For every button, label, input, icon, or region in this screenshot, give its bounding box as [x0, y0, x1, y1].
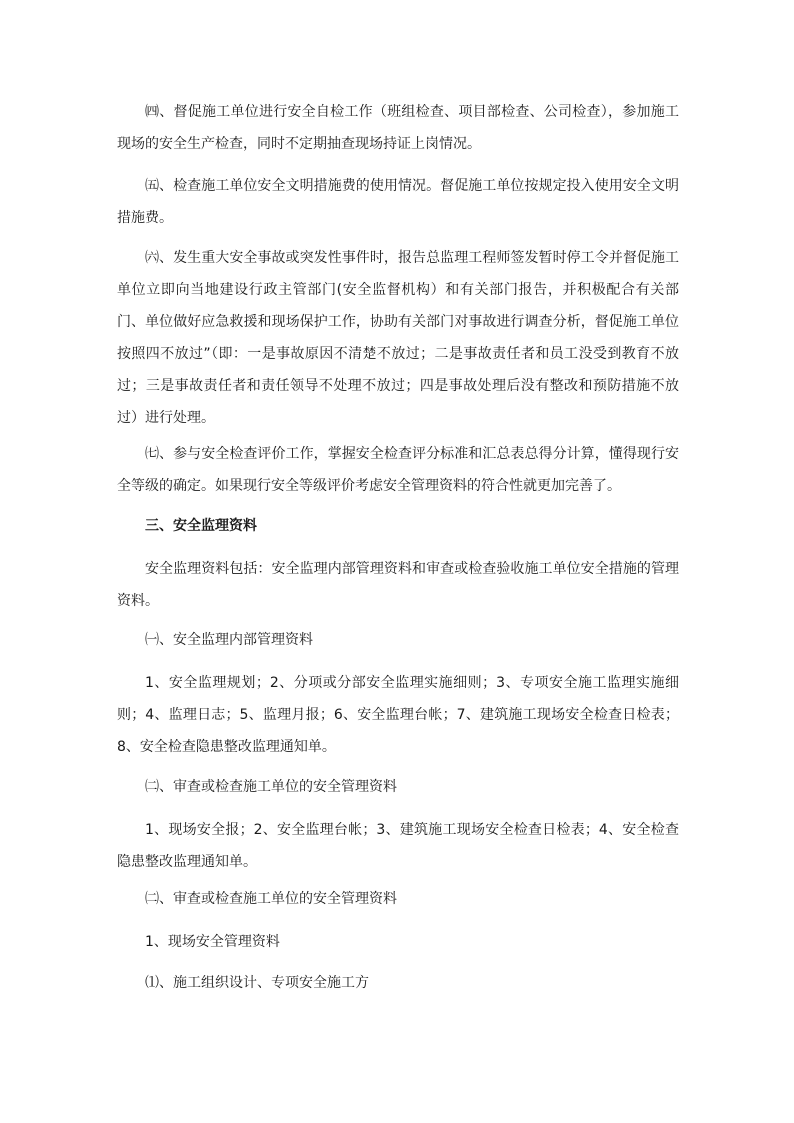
- subheading-review-contractor-documents-repeat: ㈡、审查或检查施工单位的安全管理资料: [145, 891, 397, 907]
- paragraph-contractor-documents-list: 1、现场安全报；2、安全监理台帐；3、建筑施工现场安全检查日检表；4、安全检查隐患整改监理通知单。: [117, 822, 679, 870]
- subheading-site-safety-management-documents: 1、现场安全管理资料: [145, 934, 280, 950]
- list-item-construction-organization-design: ⑴、施工组织设计、专项安全施工方: [145, 975, 369, 991]
- paragraph-documents-include: 安全监理资料包括：安全监理内部管理资料和审查或检查验收施工单位安全措施的管理资料。: [117, 561, 679, 609]
- paragraph-major-accident-report: ㈥、发生重大安全事故或突发性事件时，报告总监理工程师签发暂时停工令并督促施工单位立即向当地建设行政主管部门(安全监督机构）和有关部门报告，并积极配合有关部门、单位做好应急救援和现场保护工作，协助有关部门对事故进行调查分析，督促施工单位按照四不放过”（即：一是事故原因不清楚不放过；二是事故责任者和员工没受到教育不放过；三是事故责任者和责任领导不处理不放过；四是事故处理后没有整改和预防措施不放过）进行处理。: [117, 250, 679, 426]
- subheading-review-contractor-documents: ㈡、审查或检查施工单位的安全管理资料: [145, 779, 397, 795]
- paragraph-internal-documents-list: 1、安全监理规划；2、分项或分部安全监理实施细则；3、专项安全施工监理实施细则；4、监理日志；5、监理月报；6、安全监理台帐；7、建筑施工现场安全检查日检表；8、安全检查隐患整改监理通知单。: [117, 675, 679, 755]
- section-heading-safety-supervision-documents: 三、安全监理资料: [145, 518, 257, 534]
- subheading-internal-management-documents: ㈠、安全监理内部管理资料: [145, 632, 313, 648]
- paragraph-supervise-self-inspection: ㈣、督促施工单位进行安全自检工作（班组检查、项目部检查、公司检查），参加施工现场的安全生产检查，同时不定期抽查现场持证上岗情况。: [117, 104, 679, 152]
- paragraph-check-safety-fee: ㈤、检查施工单位安全文明措施费的使用情况。督促施工单位按规定投入使用安全文明措施费。: [117, 178, 679, 226]
- paragraph-safety-evaluation: ㈦、参与安全检查评价工作，掌握安全检查评分标准和汇总表总得分计算，懂得现行安全等级的确定。如果现行安全等级评价考虑安全管理资料的符合性就更加完善了。: [117, 446, 679, 494]
